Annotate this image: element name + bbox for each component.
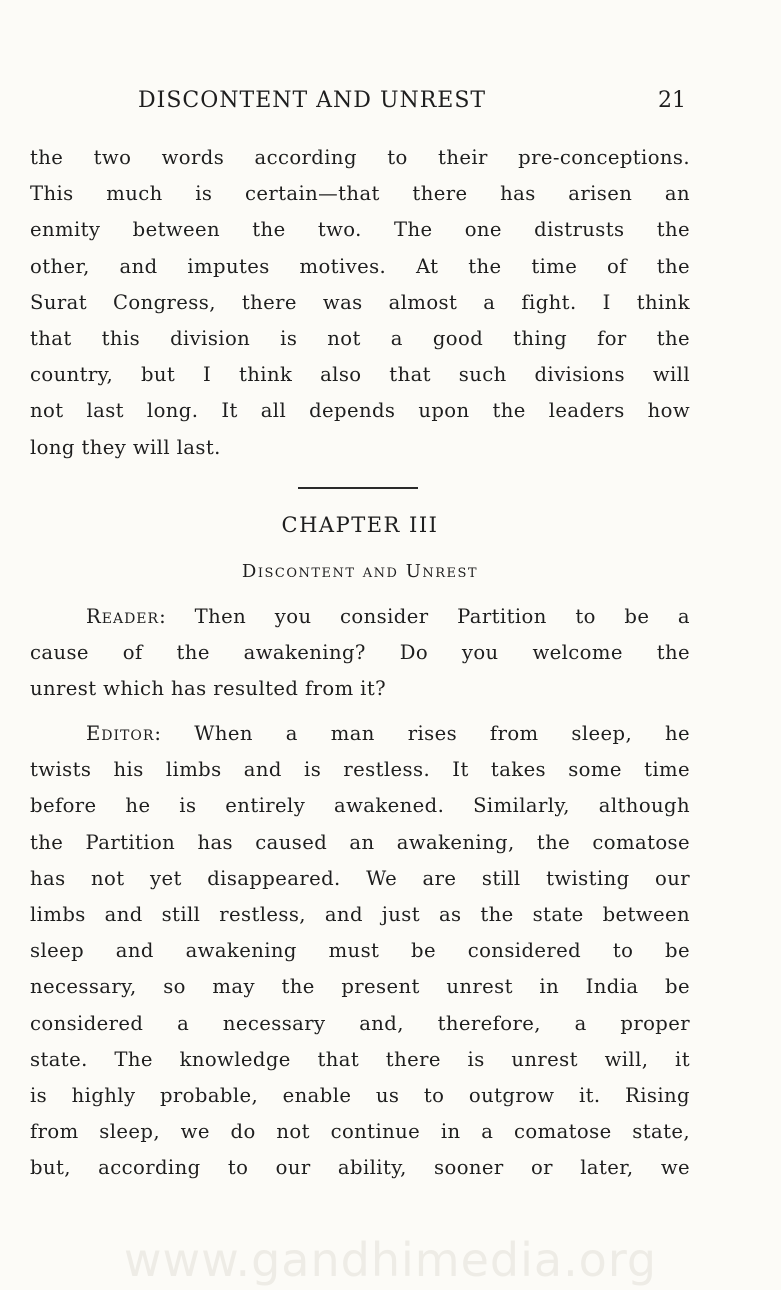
watermark: www.gandhimedia.org [123,1233,658,1287]
text-line [30,716,690,752]
text-line: the two words according to their pre-conceptions. [30,146,690,169]
text-line: but, according to our ability, sooner or later, we [30,1156,690,1180]
text-line: that this division is not a good thing for the [30,326,690,350]
text-line: the Partition has caused an awakening, the comatose [30,830,690,854]
text-line: before he is entirely awakened. Similarly, although [30,794,690,818]
top-paragraph [30,140,690,466]
chapter-heading: CHAPTER III [281,513,439,537]
text-line: unrest which has resulted from it? [30,677,387,701]
text-span: : Then you consider Partition to be a [159,605,690,628]
text-line: This much is certain—that there has arisen an [30,182,690,206]
text-line: twists his limbs and is restless. It takes some time [30,758,690,782]
speaker-label: Reader [86,605,160,628]
text-line: necessary, so may the present unrest in India be [30,975,690,999]
chapter-subheading: Discontent and Unrest [241,561,479,582]
text-line: limbs and still restless, and just as the state between [30,902,690,926]
text-line: from sleep, we do not continue in a comatose state, [30,1120,690,1144]
text-line: cause of the awakening? Do you welcome the [30,641,690,665]
text-line: enmity between the two. The one distrusts the [30,218,690,242]
text-line: country, but I think also that such divisions will [30,363,690,387]
text-line: is highly probable, enable us to outgrow it. Rising [30,1083,690,1107]
text-line: other, and imputes motives. At the time of the [30,254,690,278]
running-head [30,80,690,120]
text-line: Surat Congress, there was almost a fight. I think [30,290,690,314]
text-line: long they will last. [30,435,221,459]
text-line: state. The knowledge that there is unrest will, it [30,1047,690,1071]
page-number: 21 [658,87,686,113]
speaker-label: Editor [86,722,155,745]
editor-paragraph [30,716,690,1186]
text-line: not last long. It all depends upon the leaders how [30,399,690,423]
text-span: : When a man rises from sleep, he [154,722,690,745]
running-title: DISCONTENT AND UNREST [138,87,487,113]
text-line: considered a necessary and, therefore, a proper [30,1011,690,1035]
reader-paragraph [30,599,690,708]
text-line [30,599,690,635]
text-line: has not yet disappeared. We are still twisting our [30,866,690,890]
text-line: sleep and awakening must be considered to be [30,939,690,963]
section-divider [298,487,418,489]
